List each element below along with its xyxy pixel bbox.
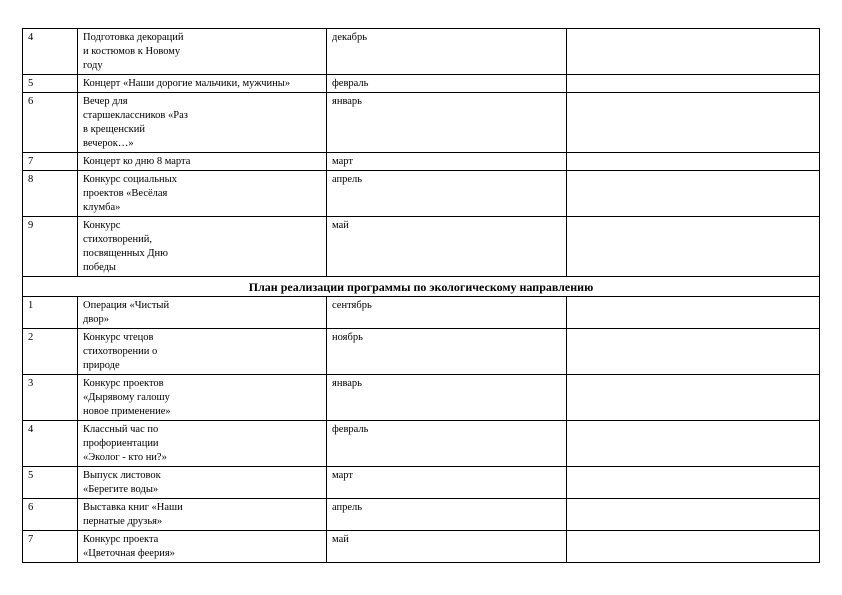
row-number: 3 [23,375,78,421]
table-row [23,467,820,499]
event-title: Выпуск листовок «Берегите воды» [78,467,327,499]
event-title: Концерт «Наши дорогие мальчики, мужчины» [78,75,327,93]
event-month: апрель [327,171,567,217]
table-row [23,75,820,93]
row-number: 9 [23,217,78,277]
row-number: 1 [23,297,78,329]
row-number: 4 [23,421,78,467]
row-number: 6 [23,499,78,531]
section-title: План реализации программы по экологическому направлению [23,277,820,297]
event-note [567,467,820,499]
table-row [23,29,820,75]
event-title: Операция «Чистый двор» [78,297,327,329]
event-note [567,421,820,467]
section-row [23,277,820,297]
event-title: Конкурс проектов «Дырявому галошу новое применение» [78,375,327,421]
event-month: ноябрь [327,329,567,375]
event-month: январь [327,93,567,153]
table-row [23,421,820,467]
table-row [23,499,820,531]
table-row [23,171,820,217]
table-row [23,531,820,563]
event-note [567,375,820,421]
table-row [23,375,820,421]
event-title: Конкурс стихотворений, посвященных Дню победы [78,217,327,277]
event-title: Классный час по профориентации «Эколог - кто ни?» [78,421,327,467]
event-month: сентябрь [327,297,567,329]
table-row [23,93,820,153]
event-month: май [327,217,567,277]
section-header [23,277,820,297]
event-month: декабрь [327,29,567,75]
event-note [567,153,820,171]
event-title: Конкурс проекта «Цветочная феерия» [78,531,327,563]
row-number: 7 [23,531,78,563]
event-title: Выставка книг «Наши пернатые друзья» [78,499,327,531]
table-row [23,297,820,329]
event-note [567,29,820,75]
table-row [23,329,820,375]
event-note [567,171,820,217]
event-month: май [327,531,567,563]
event-note [567,329,820,375]
event-note [567,75,820,93]
event-month: февраль [327,75,567,93]
event-note [567,297,820,329]
table-row [23,217,820,277]
event-note [567,531,820,563]
row-number: 8 [23,171,78,217]
event-note [567,499,820,531]
event-month: март [327,153,567,171]
event-title: Вечер для старшеклассников «Раз в крещенский вечерок…» [78,93,327,153]
event-month: апрель [327,499,567,531]
row-number: 6 [23,93,78,153]
row-number: 5 [23,75,78,93]
row-number: 5 [23,467,78,499]
event-title: Концерт ко дню 8 марта [78,153,327,171]
event-title: Конкурс социальных проектов «Весёлая клумба» [78,171,327,217]
event-title: Подготовка декораций и костюмов к Новому году [78,29,327,75]
row-number: 4 [23,29,78,75]
program-plan-table [22,28,820,563]
event-title: Конкурс чтецов стихотворении о природе [78,329,327,375]
table-body-bottom [23,297,820,563]
event-month: февраль [327,421,567,467]
event-month: январь [327,375,567,421]
row-number: 2 [23,329,78,375]
table-body-top [23,29,820,277]
event-note [567,217,820,277]
event-month: март [327,467,567,499]
event-note [567,93,820,153]
row-number: 7 [23,153,78,171]
table-row [23,153,820,171]
